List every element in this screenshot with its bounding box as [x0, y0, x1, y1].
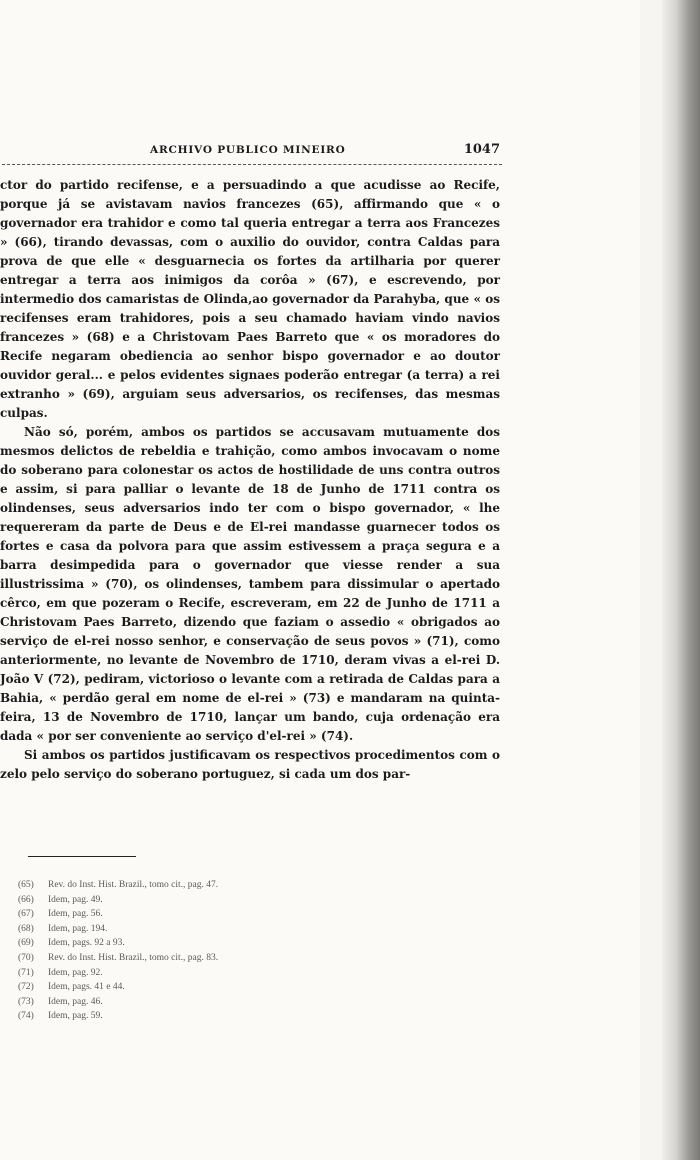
page-number: 1047: [463, 142, 500, 157]
footnote: [18, 995, 438, 1010]
footnote-mark: (74): [18, 1011, 34, 1022]
footnote-mark: (66): [18, 894, 34, 905]
footnote-mark: (65): [18, 880, 34, 890]
footnote: [18, 951, 438, 966]
footnote: [18, 1009, 438, 1024]
paragraph: Não só, porém, ambos os partidos se accusavam mutuamente dos mesmos delictos de rebeldia e trahição, como ambos invocavam o nome do soberano para colonestar os actos de hostilidade de uns contra outros e assim, si para palliar o levante de 18 de Junho de 1711 contra os olindenses, seus adversarios indo ter com o bispo governador, « lhe requereram da parte de Deus e de El-rei mandasse guarnecer todos os fortes e casa da polvora para que assim estivessem a praça segura e a barra desimpedida para o governador que viesse render a sua illustrissima » (70), os olindenses, tambem para dissimular o apertado cêrco, em que pozeram o Recife, escreveram, em 22 de Junho de 1711 a Christovam Paes Barreto, dizendo que faziam o assedio « obrigados ao serviço de el-rei nosso senhor, e conservação de seus povos » (71), como anteriormente, no levante de Novembro de 1710, deram vivas a el-rei D. João V (72), pediram, victorioso o levante com a retirada de Caldas para a Bahia, « perdão geral em nome de el-rei » (73) e mandaram na quinta-feira, 13 de Novembro de 1710, lançar um bando, cuja ordenação era dada « por ser conveniente ao serviço d'el-rei » (74).: [0, 425, 500, 743]
footnote-mark: (68): [18, 923, 34, 934]
page-binding-edge: [662, 0, 700, 1160]
footnote: [18, 936, 438, 951]
footnote-mark: (72): [18, 982, 34, 993]
footnote-text: Idem, pag. 92.: [48, 967, 103, 978]
running-header: [150, 142, 500, 160]
footnote-text: Idem, pags. 41 e 44.: [48, 982, 125, 993]
footnote-text: Rev. do Inst. Hist. Brazil., tomo cit., pag. 83.: [48, 952, 219, 963]
header-rule: [2, 164, 502, 165]
footnote-text: Idem, pag. 49.: [48, 894, 103, 905]
footnote: [18, 980, 438, 995]
footnote-mark: (73): [18, 996, 34, 1007]
paragraph: Si ambos os partidos justificavam os respectivos procedimentos com o zelo pelo serviço do soberano portuguez, si cada um dos par-: [0, 748, 500, 781]
footnote: [18, 907, 438, 922]
footnote-mark: (71): [18, 967, 34, 978]
footnote-text: Idem, pag. 59.: [48, 1011, 103, 1022]
footnote: [18, 878, 438, 893]
footnote-rule: [28, 856, 136, 857]
footnote: [18, 893, 438, 908]
footnote-text: Idem, pag. 194.: [48, 923, 108, 934]
footnote-mark: (69): [18, 938, 34, 949]
header-title: ARCHIVO PUBLICO MINEIRO: [150, 144, 346, 156]
footnote-text: Rev. do Inst. Hist. Brazil., tomo cit., pag. 47.: [48, 880, 219, 890]
body-text: [0, 176, 500, 784]
footnote-mark: (67): [18, 909, 34, 920]
footnotes: [18, 878, 438, 1024]
footnote-text: Idem, pag. 56.: [48, 909, 103, 920]
footnote-text: Idem, pags. 92 a 93.: [48, 938, 125, 949]
footnote-text: Idem, pag. 46.: [48, 996, 103, 1007]
footnote: [18, 966, 438, 981]
footnote-mark: (70): [18, 952, 34, 963]
footnote: [18, 922, 438, 937]
paragraph: ctor do partido recifense, e a persuadindo a que acudisse ao Recife, porque já se avistavam navios francezes (65), affirmando que « o governador era trahidor e como tal queria entregar a terra aos Francezes » (66), tirando devassas, com o auxilio do ouvidor, contra Caldas para prova de que elle « desguarnecia os fortes da artilharia por querer entregar a terra aos inimigos da corôa » (67), e escrevendo, por intermedio dos camaristas de Olinda,ao governador da Parahyba, que « os recifenses eram trahidores, pois a seu chamado haviam vindo navios francezes » (68) e a Christovam Paes Barreto que « os moradores do Recife negaram obediencia ao senhor bispo governador e ao doutor ouvidor geral... e pelos evidentes signaes poderão entregar (a terra) a rei extranho » (69), arguiam seus adversarios, os recifenses, das mesmas culpas.: [0, 178, 500, 420]
